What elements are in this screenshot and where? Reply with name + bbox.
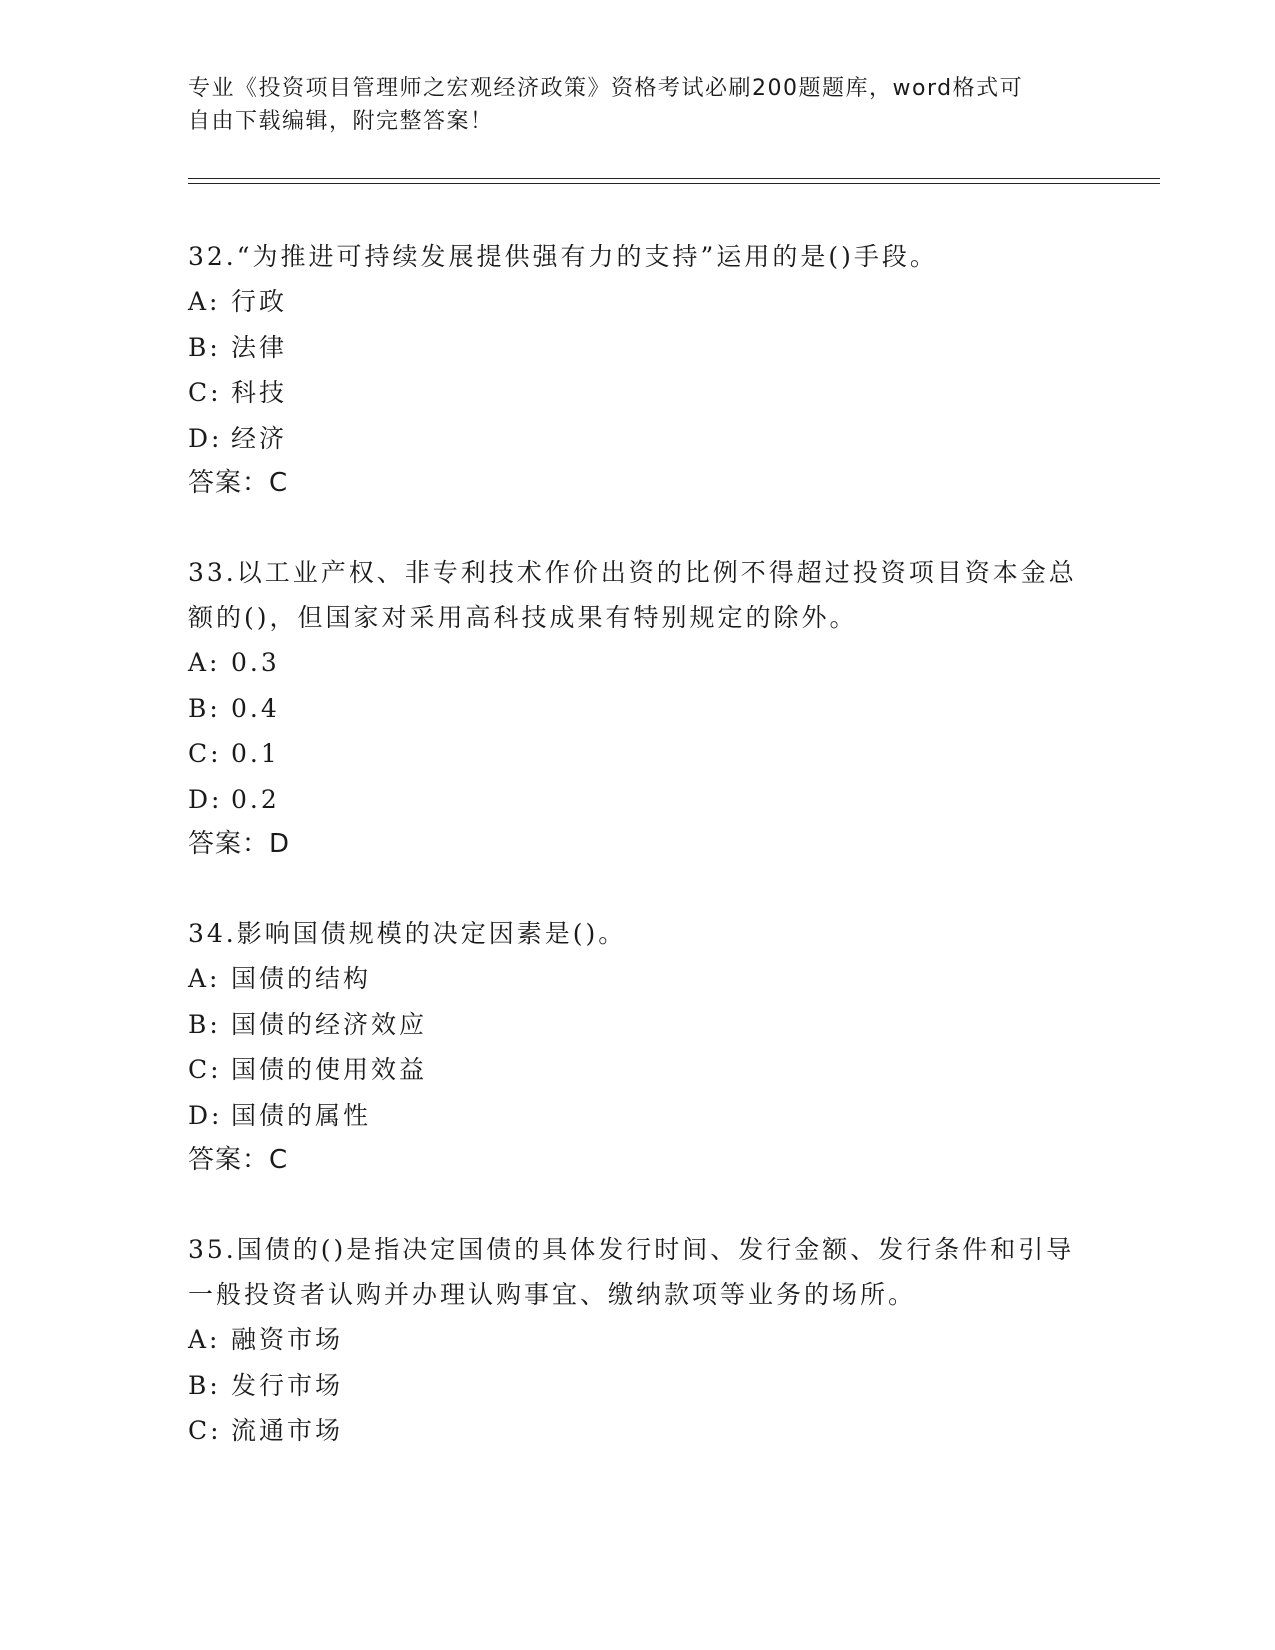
option-letter: B:	[188, 332, 221, 362]
option-d	[188, 1093, 1088, 1139]
option-text: 0.2	[231, 784, 280, 814]
option-text: 科技	[231, 378, 288, 407]
option-text: 国债的属性	[231, 1100, 372, 1130]
option-c	[188, 1047, 1088, 1093]
header-divider-top	[188, 178, 1160, 179]
option-text: 0.1	[231, 739, 280, 768]
option-letter: B:	[188, 693, 221, 723]
option-letter: A:	[188, 287, 221, 316]
option-text: 国债的结构	[231, 964, 372, 993]
option-letter: A:	[188, 648, 221, 677]
question-text: 35.国债的()是指决定国债的具体发行时间、发行金额、发行条件和引导一般投资者认购并办理认购事宜、缴纳款项等业务的场所。	[188, 1235, 1075, 1309]
option-a	[188, 956, 1088, 1002]
question-35	[188, 1227, 1088, 1454]
option-text: 经济	[231, 423, 288, 453]
option-letter: D:	[188, 423, 223, 453]
option-c	[188, 731, 1088, 777]
option-b	[188, 325, 1088, 371]
option-a	[188, 1317, 1088, 1363]
question-32	[188, 234, 1088, 506]
option-c	[188, 370, 1088, 416]
header-line-2: 自由下载编辑，附完整答案！	[188, 109, 494, 134]
option-letter: D:	[188, 784, 223, 814]
answer-label: 答案：C	[188, 1145, 289, 1175]
question-text: 34.影响国债规模的决定因素是()。	[188, 919, 627, 948]
option-letter: C:	[188, 1055, 222, 1084]
option-text: 法律	[231, 332, 288, 362]
question-text: 33.以工业产权、非专利技术作价出资的比例不得超过投资项目资本金总额的()，但国家对采用高科技成果有特别规定的除外。	[188, 558, 1077, 632]
option-b	[188, 1363, 1088, 1409]
option-letter: C:	[188, 378, 222, 407]
document-header	[188, 72, 1068, 138]
question-33	[188, 550, 1088, 867]
option-text: 融资市场	[231, 1325, 344, 1354]
question-list	[188, 234, 1088, 1498]
option-text: 行政	[231, 287, 288, 316]
option-a	[188, 640, 1088, 686]
option-text: 发行市场	[231, 1370, 344, 1400]
option-letter: B:	[188, 1009, 221, 1039]
option-text: 0.3	[231, 648, 280, 677]
answer-label: 答案：D	[188, 829, 291, 859]
answer-label: 答案：C	[188, 468, 289, 498]
option-letter: C:	[188, 1416, 222, 1445]
option-letter: D:	[188, 1100, 223, 1130]
option-a	[188, 279, 1088, 325]
option-letter: A:	[188, 964, 221, 993]
header-line-1: 专业《投资项目管理师之宏观经济政策》资格考试必刷200题题库，word格式可	[188, 76, 1024, 101]
option-c	[188, 1408, 1088, 1454]
option-letter: A:	[188, 1325, 221, 1354]
header-divider-bottom	[188, 183, 1160, 184]
option-b	[188, 686, 1088, 732]
option-text: 0.4	[231, 693, 280, 723]
option-b	[188, 1002, 1088, 1048]
option-text: 流通市场	[231, 1416, 344, 1445]
option-text: 国债的使用效益	[231, 1055, 428, 1084]
option-d	[188, 777, 1088, 823]
question-34	[188, 911, 1088, 1183]
option-letter: B:	[188, 1370, 221, 1400]
option-letter: C:	[188, 739, 222, 768]
question-text: 32.“为推进可持续发展提供强有力的支持”运用的是()手段。	[188, 242, 938, 271]
option-text: 国债的经济效应	[231, 1009, 428, 1039]
option-d	[188, 416, 1088, 462]
